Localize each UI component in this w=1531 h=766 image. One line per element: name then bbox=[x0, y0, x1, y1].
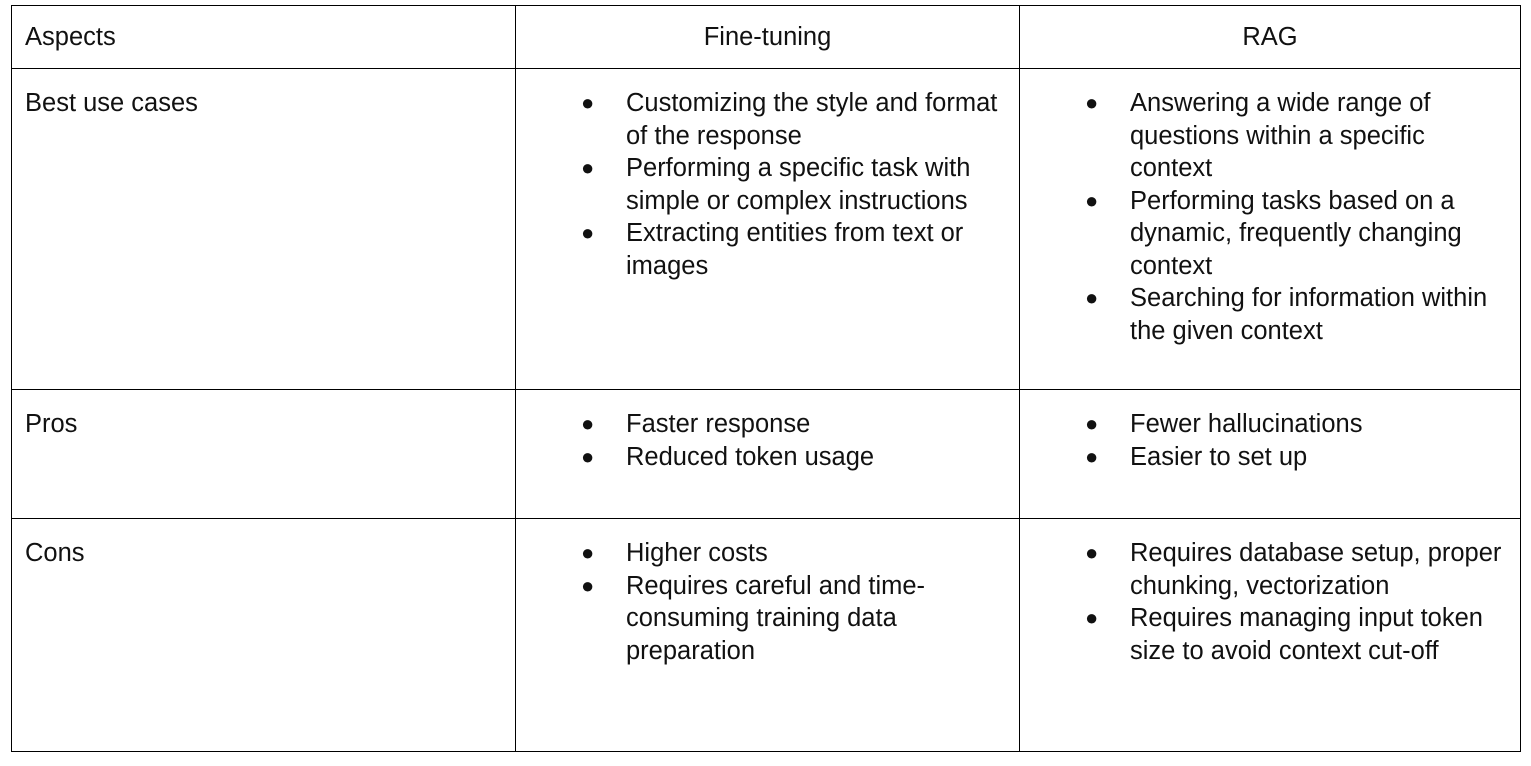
bullet-icon: ● bbox=[1085, 411, 1099, 436]
aspect-cell bbox=[12, 69, 516, 390]
table-row-cons bbox=[12, 519, 1521, 752]
list-item-text: Requires careful and time-consuming training data preparation bbox=[626, 571, 926, 665]
bullet-list bbox=[516, 519, 1019, 667]
table-row-best-use-cases bbox=[12, 69, 1521, 390]
bullet-list bbox=[1020, 69, 1520, 347]
aspect-cell bbox=[12, 519, 516, 752]
list-item bbox=[516, 152, 1019, 217]
header-cell-fine-tuning bbox=[516, 6, 1020, 69]
list-item-text: Requires managing input token size to avoid context cut-off bbox=[1130, 604, 1483, 665]
header-cell-aspects bbox=[12, 6, 516, 69]
list-item-text: Requires database setup, proper chunking, vectorization bbox=[1130, 539, 1502, 600]
aspect-label: Pros bbox=[25, 410, 78, 438]
table-row-pros bbox=[12, 390, 1521, 519]
bullet-list bbox=[1020, 519, 1520, 667]
fine-tuning-cell bbox=[516, 69, 1020, 390]
bullet-list bbox=[1020, 390, 1520, 473]
list-item-text: Customizing the style and format of the response bbox=[626, 89, 998, 150]
fine-tuning-cell bbox=[516, 519, 1020, 752]
header-fine-tuning: Fine-tuning bbox=[703, 22, 832, 51]
header-rag: RAG bbox=[1242, 22, 1298, 51]
header-cell-rag bbox=[1020, 6, 1521, 69]
list-item-text: Searching for information within the given context bbox=[1130, 284, 1488, 345]
list-item-text: Performing tasks based on a dynamic, frequently changing context bbox=[1130, 186, 1462, 280]
bullet-icon: ● bbox=[1085, 605, 1099, 630]
list-item bbox=[1020, 441, 1520, 474]
bullet-icon: ● bbox=[581, 220, 595, 245]
comparison-table bbox=[11, 5, 1521, 752]
bullet-icon: ● bbox=[1085, 285, 1099, 310]
list-item-text: Easier to set up bbox=[1130, 442, 1308, 471]
bullet-icon: ● bbox=[1085, 443, 1099, 469]
list-item bbox=[1020, 408, 1520, 441]
list-item-text: Higher costs bbox=[626, 539, 768, 567]
list-item bbox=[516, 570, 1019, 668]
rag-cell bbox=[1020, 519, 1521, 752]
list-item bbox=[1020, 537, 1520, 602]
list-item bbox=[516, 217, 1019, 282]
aspect-label: Best use cases bbox=[25, 89, 198, 117]
list-item bbox=[1020, 87, 1520, 185]
bullet-icon: ● bbox=[581, 90, 595, 115]
list-item bbox=[1020, 602, 1520, 667]
rag-cell bbox=[1020, 390, 1521, 519]
list-item bbox=[1020, 185, 1520, 283]
list-item-text: Performing a specific task with simple or complex instructions bbox=[626, 154, 971, 215]
list-item bbox=[1020, 282, 1520, 347]
list-item-text: Faster response bbox=[626, 410, 811, 438]
bullet-icon: ● bbox=[581, 572, 595, 598]
list-item bbox=[516, 408, 1019, 441]
bullet-icon: ● bbox=[1085, 90, 1099, 115]
list-item-text: Answering a wide range of questions within a specific context bbox=[1130, 89, 1431, 182]
list-item bbox=[516, 441, 1019, 474]
table-header-row bbox=[12, 6, 1521, 69]
aspect-cell bbox=[12, 390, 516, 519]
bullet-icon: ● bbox=[1085, 187, 1099, 213]
bullet-icon: ● bbox=[581, 411, 595, 436]
bullet-icon: ● bbox=[581, 155, 595, 180]
header-aspects: Aspects bbox=[25, 22, 116, 51]
bullet-icon: ● bbox=[581, 540, 595, 565]
list-item-text: Extracting entities from text or images bbox=[626, 219, 964, 280]
rag-cell bbox=[1020, 69, 1521, 390]
aspect-label: Cons bbox=[25, 539, 85, 567]
list-item bbox=[516, 87, 1019, 152]
fine-tuning-cell bbox=[516, 390, 1020, 519]
list-item-text: Reduced token usage bbox=[626, 442, 875, 471]
bullet-list bbox=[516, 69, 1019, 282]
list-item bbox=[516, 537, 1019, 570]
list-item-text: Fewer hallucinations bbox=[1130, 410, 1363, 438]
bullet-icon: ● bbox=[1085, 540, 1099, 565]
bullet-list bbox=[516, 390, 1019, 473]
bullet-icon: ● bbox=[581, 443, 595, 469]
